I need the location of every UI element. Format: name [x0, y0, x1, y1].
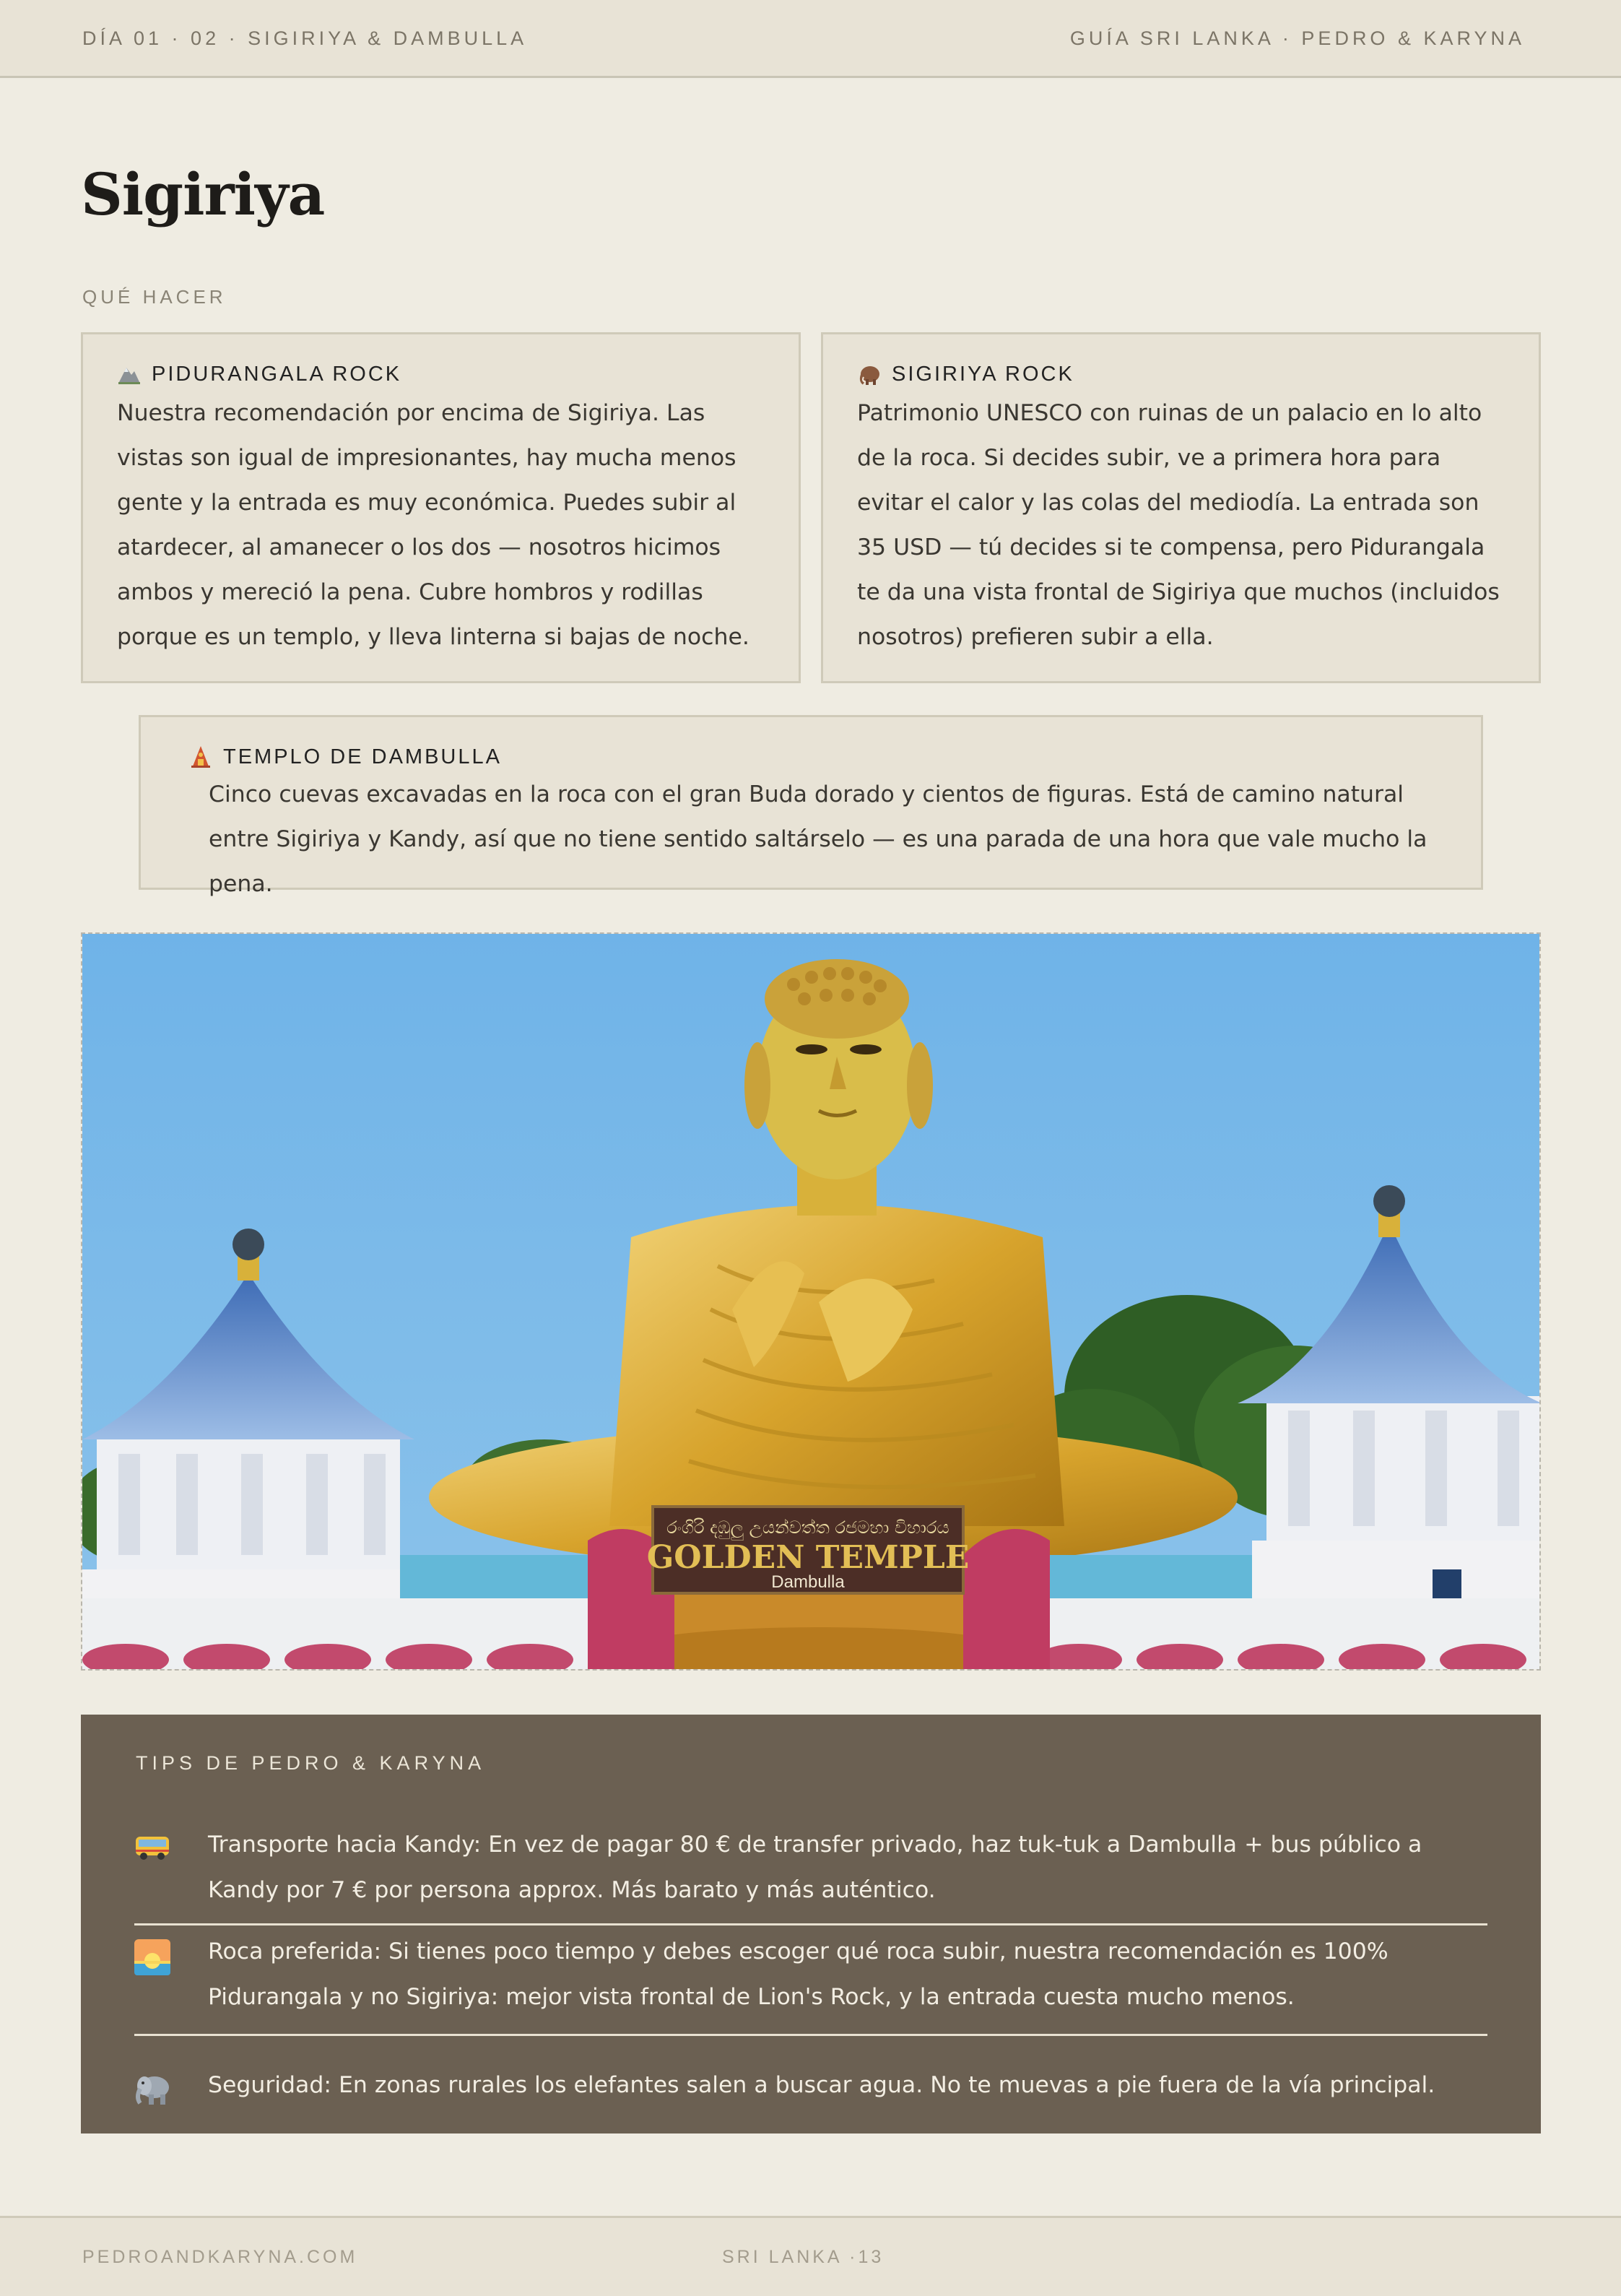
sign-subtitle: Dambulla [771, 1572, 845, 1592]
temple-icon [188, 745, 213, 769]
card-sigiriya [821, 332, 1541, 683]
bus-icon [134, 1822, 208, 1923]
tips-panel [81, 1715, 1541, 2133]
card-body: Patrimonio UNESCO con ruinas de un palacio en lo alto de la roca. Si decides subir, ve a primera hora para evitar el calor y las colas del mediodía. La entrada son 35 USD — tú decides si te compensa, pero Pidurangala te da una vista frontal de Sigiriya que muchos (incluidos nosotros) prefieren subir a ella. [857, 400, 1500, 650]
tip-text: Transporte hacia Kandy: En vez de pagar 80 € de transfer privado, haz tuk-tuk a Dambulla + bus público a Kandy por 7 € por persona approx. Más barato y más auténtico. [208, 1832, 1422, 1903]
sunrise-icon [134, 1929, 208, 2034]
mammoth-icon [857, 362, 882, 386]
card-dambulla [139, 715, 1483, 897]
golden-temple-photo [81, 932, 1541, 1671]
header-day-label: DÍA 01 · 02 · SIGIRIYA & DAMBULLA [82, 27, 528, 49]
card-body: Nuestra recomendación por encima de Sigiriya. Las vistas son igual de impresionantes, hay mucha menos gente y la entrada es muy económica. Puedes subir al atardecer, al amanecer o los dos — nosotros hicimos ambos y mereció la pena. Cubre hombros y rodillas porque es un templo, y lleva linterna si bajas de noche. [117, 400, 749, 650]
tips-label: TIPS DE PEDRO & KARYNA [136, 1752, 486, 1774]
page-title: Sigiriya [81, 160, 325, 228]
page-footer [0, 2216, 1621, 2296]
tip-item [134, 1926, 1487, 2036]
tip-item [134, 2041, 1487, 2113]
card-title: SIGIRIYA ROCK [892, 362, 1074, 386]
footer-page-number: SRI LANKA ·13 [722, 2247, 885, 2267]
section-label: QUÉ HACER [82, 286, 227, 308]
footer-website: PEDROANDKARYNA.COM [82, 2247, 358, 2267]
tip-text: Seguridad: En zonas rurales los elefantes salen a buscar agua. No te muevas a pie fuera de la vía principal. [208, 2072, 1435, 2098]
card-title: TEMPLO DE DAMBULLA [223, 745, 502, 768]
elephant-icon [134, 2063, 208, 2113]
mountain-icon [117, 362, 142, 386]
card-pidurangala [81, 332, 801, 683]
sign-script: රංගිරි දඹුලු උයන්වත්ත රජමහා විහාරය [666, 1517, 949, 1538]
header-guide-label: GUÍA SRI LANKA · PEDRO & KARYNA [1069, 27, 1525, 49]
card-body: Cinco cuevas excavadas en la roca con el gran Buda dorado y cientos de figuras. Está de camino natural entre Sigiriya y Kandy, así que no tiene sentido saltárselo — es una parada de una hora que vale mucho la pena. [209, 781, 1427, 897]
tip-item [134, 1822, 1487, 1925]
card-title: PIDURANGALA ROCK [152, 362, 402, 386]
sign-title: GOLDEN TEMPLE [646, 1539, 970, 1576]
tip-text: Roca preferida: Si tienes poco tiempo y debes escoger qué roca subir, nuestra recomendación es 100% Pidurangala y no Sigiriya: mejor vista frontal de Lion's Rock, y la entrada cuesta mucho menos. [208, 1938, 1389, 2010]
top-header-bar [0, 0, 1621, 78]
